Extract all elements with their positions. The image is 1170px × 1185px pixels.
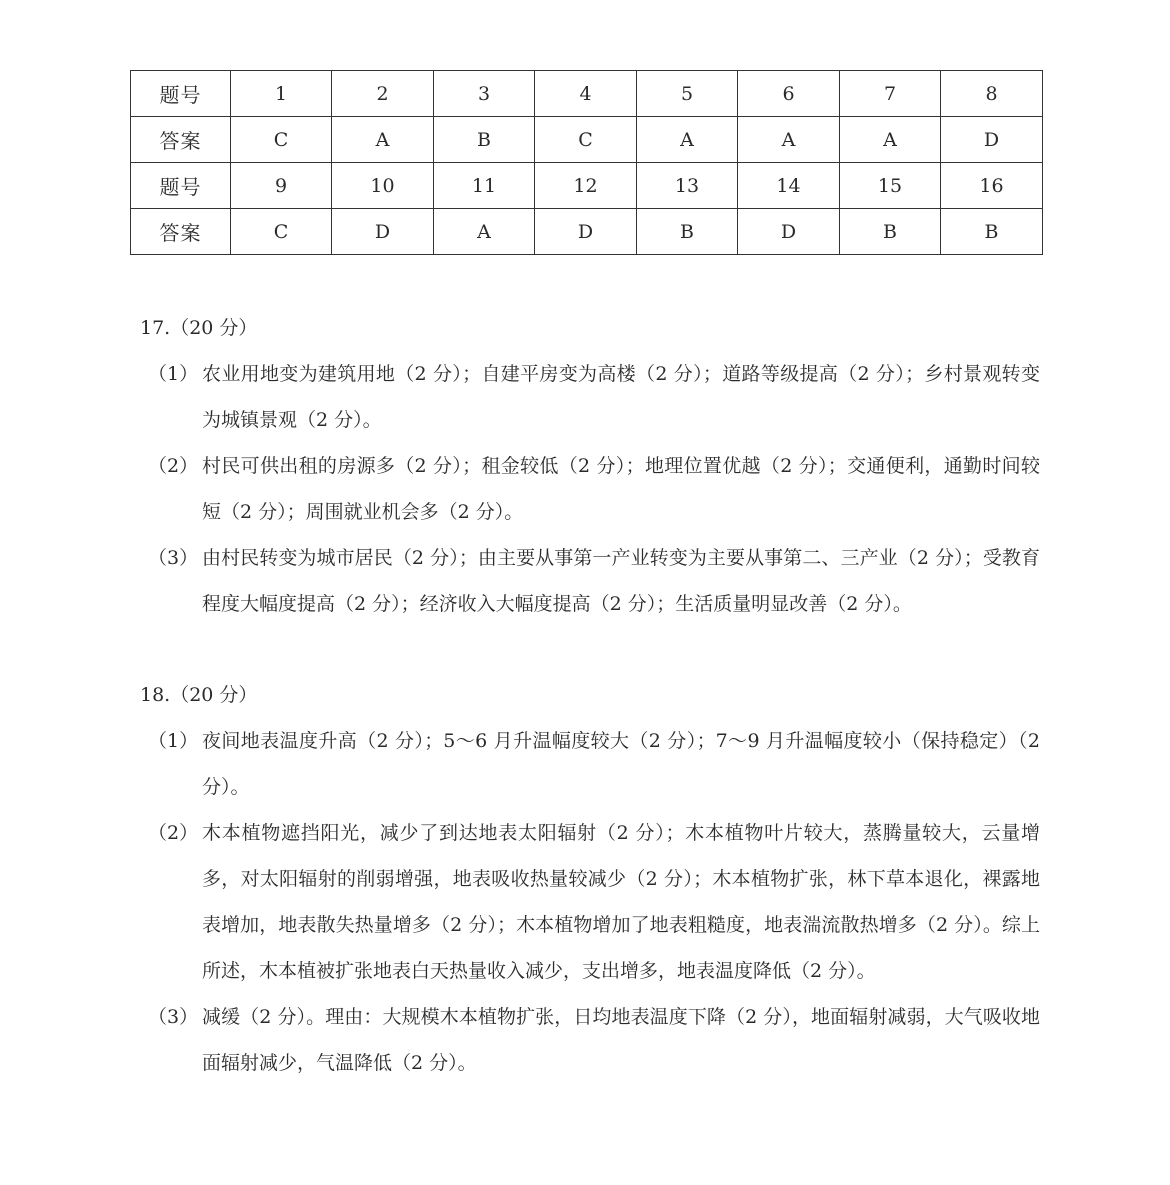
answer-table-body — [131, 71, 1043, 255]
table-cell: D — [535, 209, 637, 255]
answer-item — [140, 718, 1040, 810]
table-cell: A — [840, 117, 941, 163]
answer-item — [140, 443, 1040, 535]
table-cell: B — [840, 209, 941, 255]
table-cell: D — [332, 209, 434, 255]
item-number: （2） — [148, 455, 199, 477]
table-cell: 12 — [535, 163, 637, 209]
row-label: 题号 — [131, 163, 231, 209]
item-text: 夜间地表温度升高（2 分）；5～6 月升温幅度较大（2 分）；7～9 月升温幅度较小（保持稳定）（2 分）。 — [202, 730, 1040, 798]
table-cell: B — [434, 117, 535, 163]
row-label: 答案 — [131, 209, 231, 255]
question-17 — [140, 305, 1040, 627]
table-cell: 5 — [637, 71, 738, 117]
table-cell: B — [637, 209, 738, 255]
table-cell: A — [434, 209, 535, 255]
table-row — [131, 117, 1043, 163]
table-cell: 6 — [738, 71, 840, 117]
table-cell: A — [637, 117, 738, 163]
table-row — [131, 209, 1043, 255]
item-number: （3） — [148, 547, 199, 569]
table-cell: 2 — [332, 71, 434, 117]
answer-item — [140, 994, 1040, 1086]
answer-table — [130, 70, 1043, 255]
item-number: （3） — [148, 1006, 199, 1028]
table-cell: 4 — [535, 71, 637, 117]
table-cell: A — [332, 117, 434, 163]
table-cell: D — [941, 117, 1043, 163]
table-cell: 16 — [941, 163, 1043, 209]
table-cell: B — [941, 209, 1043, 255]
item-text: 由村民转变为城市居民（2 分）；由主要从事第一产业转变为主要从事第二、三产业（2 分）；受教育程度大幅度提高（2 分）；经济收入大幅度提高（2 分）；生活质量明显改善（2 分）。 — [202, 547, 1040, 615]
table-cell: C — [231, 117, 332, 163]
table-cell: 10 — [332, 163, 434, 209]
table-cell: C — [535, 117, 637, 163]
table-cell: A — [738, 117, 840, 163]
item-text: 村民可供出租的房源多（2 分）；租金较低（2 分）；地理位置优越（2 分）；交通便利，通勤时间较短（2 分）；周围就业机会多（2 分）。 — [202, 455, 1040, 523]
item-number: （1） — [148, 363, 199, 385]
row-label: 答案 — [131, 117, 231, 163]
question-title: 18.（20 分） — [140, 684, 258, 706]
table-cell: 15 — [840, 163, 941, 209]
table-cell: C — [231, 209, 332, 255]
item-number: （1） — [148, 730, 199, 752]
table-cell: D — [738, 209, 840, 255]
table-cell: 3 — [434, 71, 535, 117]
item-text: 木本植物遮挡阳光，减少了到达地表太阳辐射（2 分）；木本植物叶片较大，蒸腾量较大，云量增多，对太阳辐射的削弱增强，地表吸收热量较减少（2 分）；木本植物扩张，林下草本退化，裸露地表增加，地表散失热量增多（2 分）；木本植物增加了地表粗糙度，地表湍流散热增多（2 分）。综上所述，木本植被扩张地表白天热量收入减少，支出增多，地表温度降低（2 分）。 — [202, 822, 1040, 982]
table-cell: 9 — [231, 163, 332, 209]
question-title: 17.（20 分） — [140, 317, 258, 339]
table-cell: 1 — [231, 71, 332, 117]
table-cell: 7 — [840, 71, 941, 117]
item-number: （2） — [148, 822, 199, 844]
table-cell: 13 — [637, 163, 738, 209]
table-cell: 8 — [941, 71, 1043, 117]
question-18 — [140, 672, 1040, 1086]
table-cell: 11 — [434, 163, 535, 209]
row-label: 题号 — [131, 71, 231, 117]
table-row — [131, 163, 1043, 209]
item-text: 减缓（2 分）。理由：大规模木本植物扩张，日均地表温度下降（2 分），地面辐射减弱，大气吸收地面辐射减少，气温降低（2 分）。 — [202, 1006, 1040, 1074]
answer-item — [140, 351, 1040, 443]
table-row — [131, 71, 1043, 117]
answer-item — [140, 535, 1040, 627]
answer-item — [140, 810, 1040, 994]
item-text: 农业用地变为建筑用地（2 分）；自建平房变为高楼（2 分）；道路等级提高（2 分）；乡村景观转变为城镇景观（2 分）。 — [202, 363, 1040, 431]
table-cell: 14 — [738, 163, 840, 209]
